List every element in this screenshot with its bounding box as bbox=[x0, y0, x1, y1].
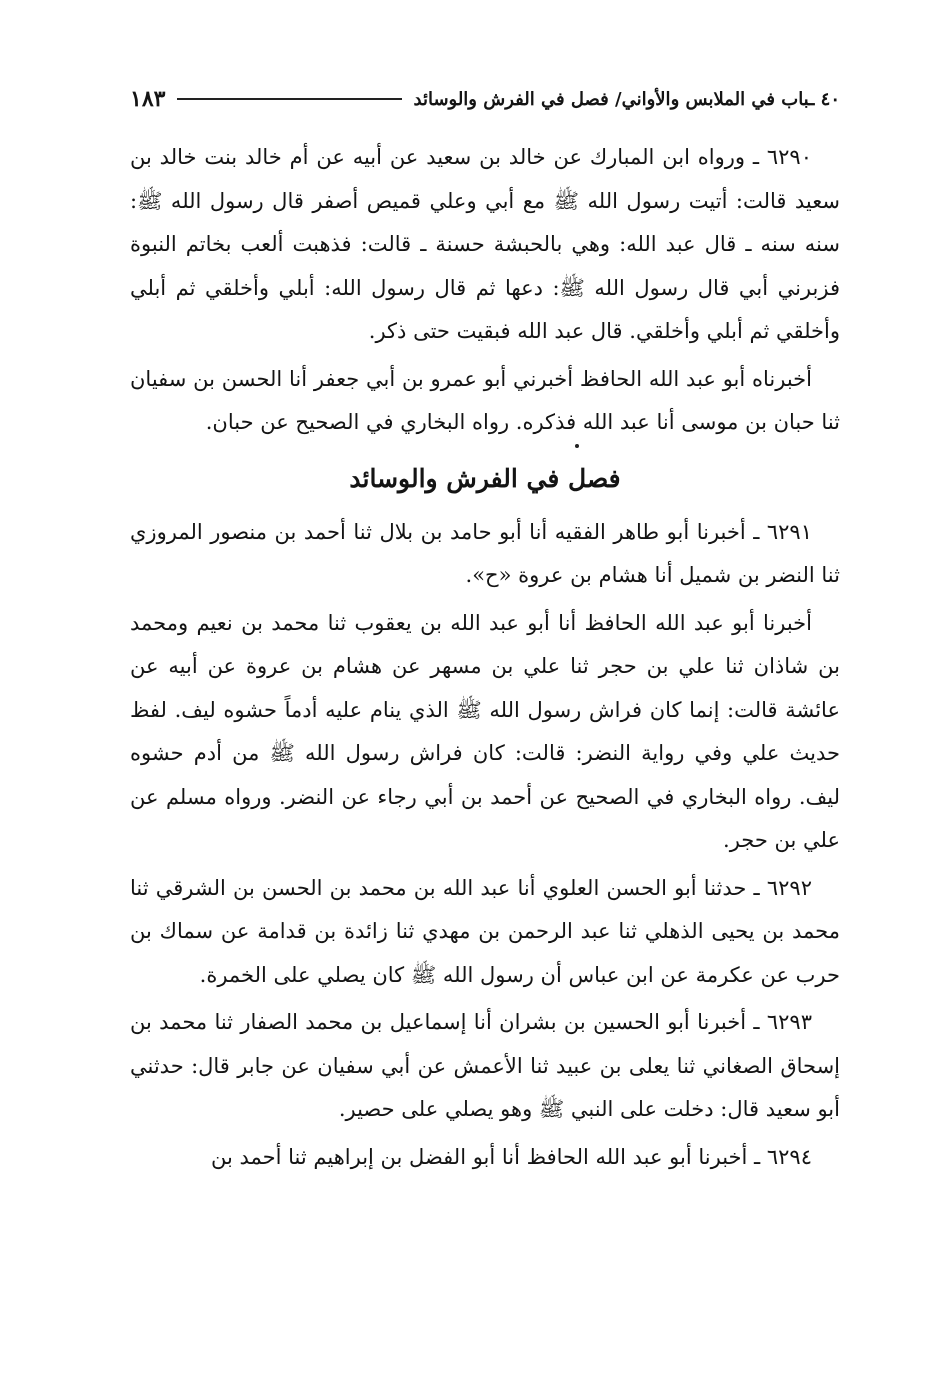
isnad-paragraph: أخبرنا أبو عبد الله الحافظ أنا أبو عبد الله بن يعقوب ثنا محمد بن نعيم ومحمد بن شاذان ثنا علي بن حجر ثنا علي بن مسهر عن هشام بن عروة عن أبيه عن عائشة قالت: إنما كان فراش رسول الله ﷺ الذي ينام عليه أدماً حشوه ليف. لفظ حديث علي وفي رواية النضر: قالت: كان فراش رسول الله ﷺ من أدم حشوه ليف. رواه البخاري في الصحيح عن أحمد بن أبي رجاء عن النضر. ورواه مسلم عن علي بن حجر. bbox=[130, 610, 840, 852]
print-dot bbox=[575, 444, 579, 448]
book-page bbox=[130, 84, 840, 1183]
running-header bbox=[130, 84, 840, 114]
hadith-6292: ٦٢٩٢ ـ حدثنا أبو الحسن العلوي أنا عبد الله بن محمد بن الحسن بن الشرقي ثنا محمد بن يحيى الذهلي ثنا عبد الرحمن بن مهدي ثنا زائدة بن قدامة عن سماك بن حرب عن عكرمة عن ابن عباس أن رسول الله ﷺ كان يصلي على الخمرة. bbox=[130, 875, 840, 987]
header-title: ٤٠ ـباب في الملابس والأواني/ فصل في الفرش والوسائد bbox=[413, 88, 840, 110]
hadith-6290: ٦٢٩٠ ـ ورواه ابن المبارك عن خالد بن سعيد عن أبيه عن أم خالد بنت خالد بن سعيد قالت: أتيت رسول الله ﷺ مع أبي وعلي قميص أصفر قال رسول الله ﷺ: سنه سنه ـ قال عبد الله: وهي بالحبشة حسنة ـ قالت: فذهبت ألعب بخاتم النبوة فزبرني أبي قال رسول الله ﷺ: دعها ثم قال رسول الله: أبلي وأخلقي ثم أبلي وأخلقي ثم أبلي وأخلقي. قال عبد الله فبقيت حتى ذكر. bbox=[130, 145, 840, 343]
header-rule bbox=[177, 98, 401, 100]
hadith-6294: ٦٢٩٤ ـ أخبرنا أبو عبد الله الحافظ أنا أبو الفضل بن إبراهيم ثنا أحمد بن bbox=[210, 1144, 812, 1169]
section-title: فصل في الفرش والوسائد bbox=[349, 463, 621, 493]
hadith-6291: ٦٢٩١ ـ أخبرنا أبو طاهر الفقيه أنا أبو حامد بن بلال ثنا أحمد بن منصور المروزي ثنا النضر بن شميل أنا هشام بن عروة «ح». bbox=[130, 519, 840, 587]
hadith-6293: ٦٢٩٣ ـ أخبرنا أبو الحسين بن بشران أنا إسماعيل بن محمد الصفار ثنا محمد بن إسحاق الصغاني ثنا يعلى بن عبيد ثنا الأعمش عن أبي سفيان عن جابر قال: حدثني أبو سعيد قال: دخلت على النبي ﷺ وهو يصلي على حصير. bbox=[130, 1010, 841, 1121]
page-number: ١٨٣ bbox=[130, 86, 166, 112]
isnad-paragraph: أخبرناه أبو عبد الله الحافظ أخبرني أبو عمرو بن أبي جعفر أنا الحسن بن سفيان ثنا حبان بن موسى أنا عبد الله فذكره. رواه البخاري في الصحيح عن حبان. bbox=[130, 366, 840, 434]
